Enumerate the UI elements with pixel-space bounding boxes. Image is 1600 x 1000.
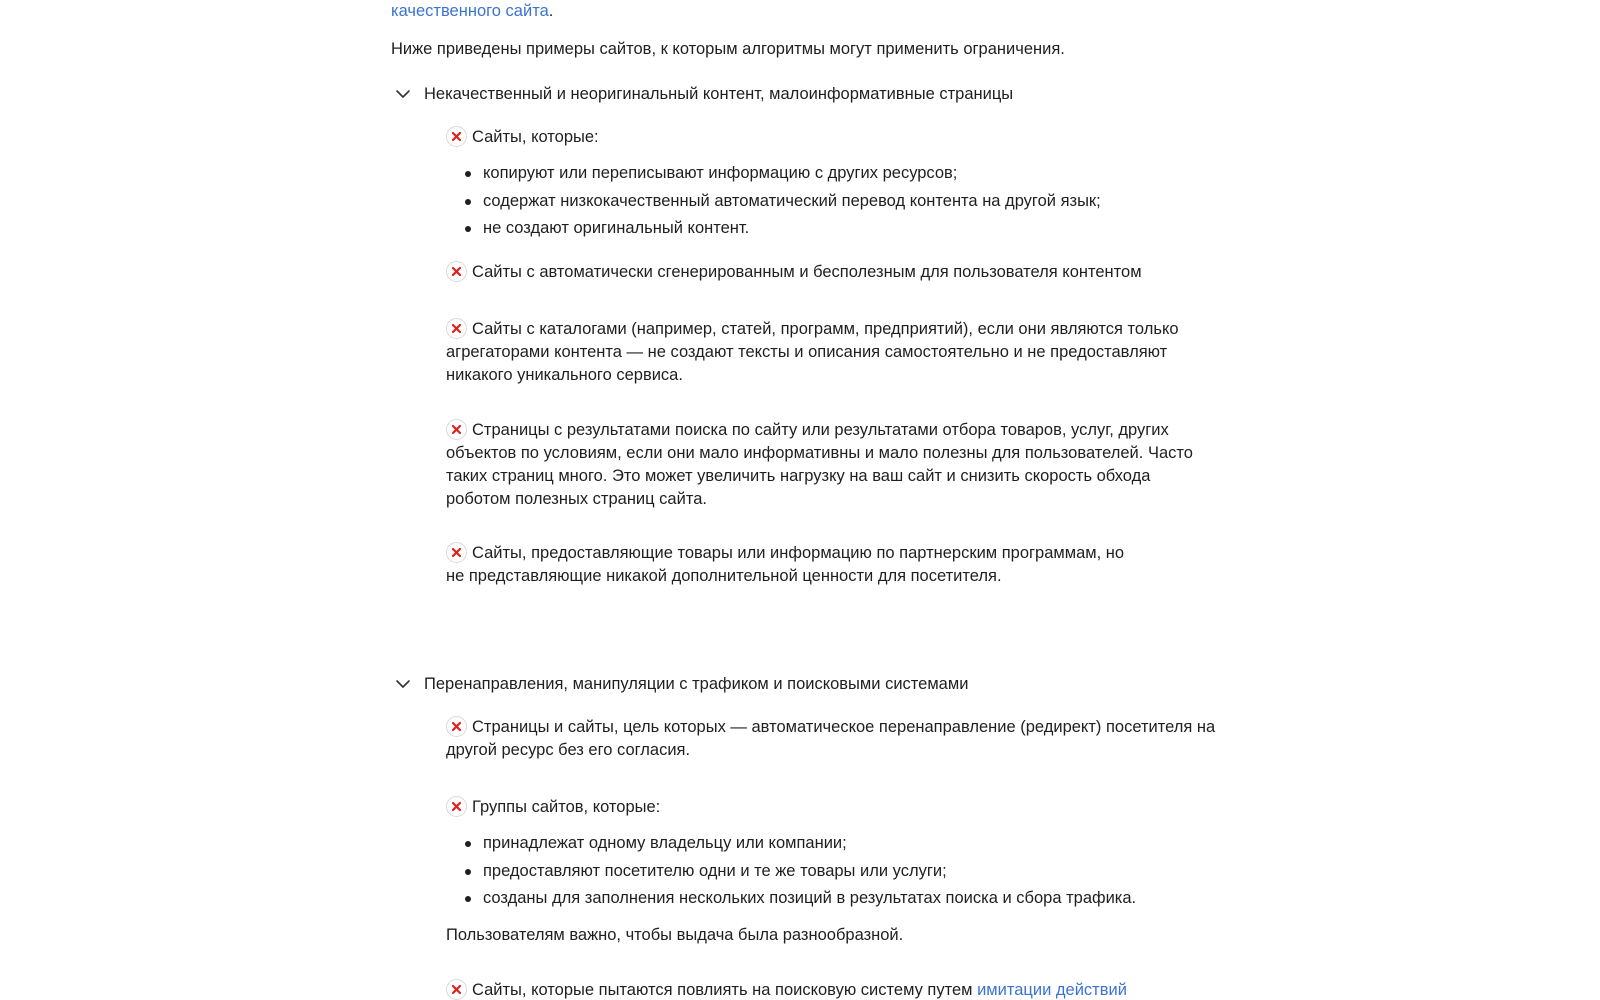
restriction-item bbox=[446, 542, 1146, 588]
intro-tail bbox=[391, 0, 553, 23]
restriction-item bbox=[446, 126, 1216, 149]
item-text: Сайты с каталогами (например, статей, программ, предприятий), если они являются только агрегаторами контента — не создают тексты и описания самостоятельно и не предоставляют никакого уникального сервиса. bbox=[446, 320, 1179, 384]
section-title: Перенаправления, манипуляции с трафиком и поисковыми системами bbox=[424, 674, 969, 693]
imitation-actions-link[interactable]: имитации действий bbox=[977, 981, 1127, 999]
cross-icon bbox=[446, 419, 467, 440]
cross-icon bbox=[446, 979, 467, 1000]
list-item: содержат низкокачественный автоматический перевод контента на другой язык; bbox=[465, 190, 1225, 218]
restriction-item bbox=[446, 716, 1216, 762]
cross-icon bbox=[446, 542, 467, 563]
section-toggle-redirects[interactable] bbox=[391, 672, 968, 696]
cross-icon bbox=[446, 126, 467, 147]
list-item: не создают оригинальный контент. bbox=[465, 217, 1225, 245]
restriction-item bbox=[446, 419, 1216, 511]
restriction-item bbox=[446, 261, 1216, 284]
list-item: копируют или переписывают информацию с других ресурсов; bbox=[465, 162, 1225, 190]
intro-lead: Ниже приведены примеры сайтов, к которым алгоритмы могут применить ограничения. bbox=[391, 40, 1065, 58]
item-text: Сайты, которые: bbox=[472, 128, 599, 146]
cross-icon bbox=[446, 318, 467, 339]
item-text: Страницы с результатами поиска по сайту или результатами отбора товаров, услуг, других объектов по условиям, если они мало информативны и мало полезны для пользователей. Часто таких страниц много. Это может увеличить нагрузку на ваш сайт и снизить скорость обхода роботом полезных страниц сайта. bbox=[446, 421, 1193, 508]
item-text: Страницы и сайты, цель которых — автоматическое перенаправление (редирект) посетителя на другой ресурс без его согласия. bbox=[446, 718, 1216, 759]
restriction-item bbox=[446, 318, 1206, 387]
chevron-down-icon bbox=[391, 672, 415, 696]
item-note: Пользователям важно, чтобы выдача была разнообразной. bbox=[446, 926, 904, 944]
list-item: созданы для заполнения нескольких позиций в результатах поиска и сбора трафика. bbox=[465, 887, 1225, 915]
item-text: Сайты, которые пытаются повлиять на поисковую систему путем bbox=[472, 981, 978, 999]
intro-tail-period: . bbox=[548, 2, 554, 20]
section-toggle-low-quality[interactable] bbox=[391, 82, 1013, 106]
item-bullet-list bbox=[465, 162, 1225, 245]
cross-icon bbox=[446, 261, 467, 282]
item-text: Сайты, предоставляющие товары или информацию по партнерским программам, но не представляющие никакой дополнительной ценности для посетителя. bbox=[446, 544, 1125, 585]
section-title: Некачественный и неоригинальный контент, малоинформативные страницы bbox=[424, 84, 1014, 103]
item-bullet-list bbox=[465, 832, 1225, 915]
chevron-down-icon bbox=[391, 82, 415, 106]
restriction-item bbox=[446, 979, 1216, 1000]
quality-site-link[interactable]: качественного сайта bbox=[391, 2, 549, 20]
cross-icon bbox=[446, 796, 467, 817]
list-item: предоставляют посетителю одни и те же товары или услуги; bbox=[465, 860, 1225, 888]
item-text: Сайты с автоматически сгенерированным и бесполезным для пользователя контентом bbox=[472, 263, 1142, 281]
restriction-item bbox=[446, 796, 1216, 819]
cross-icon bbox=[446, 716, 467, 737]
item-text: Группы сайтов, которые: bbox=[472, 798, 661, 816]
list-item: принадлежат одному владельцу или компании; bbox=[465, 832, 1225, 860]
